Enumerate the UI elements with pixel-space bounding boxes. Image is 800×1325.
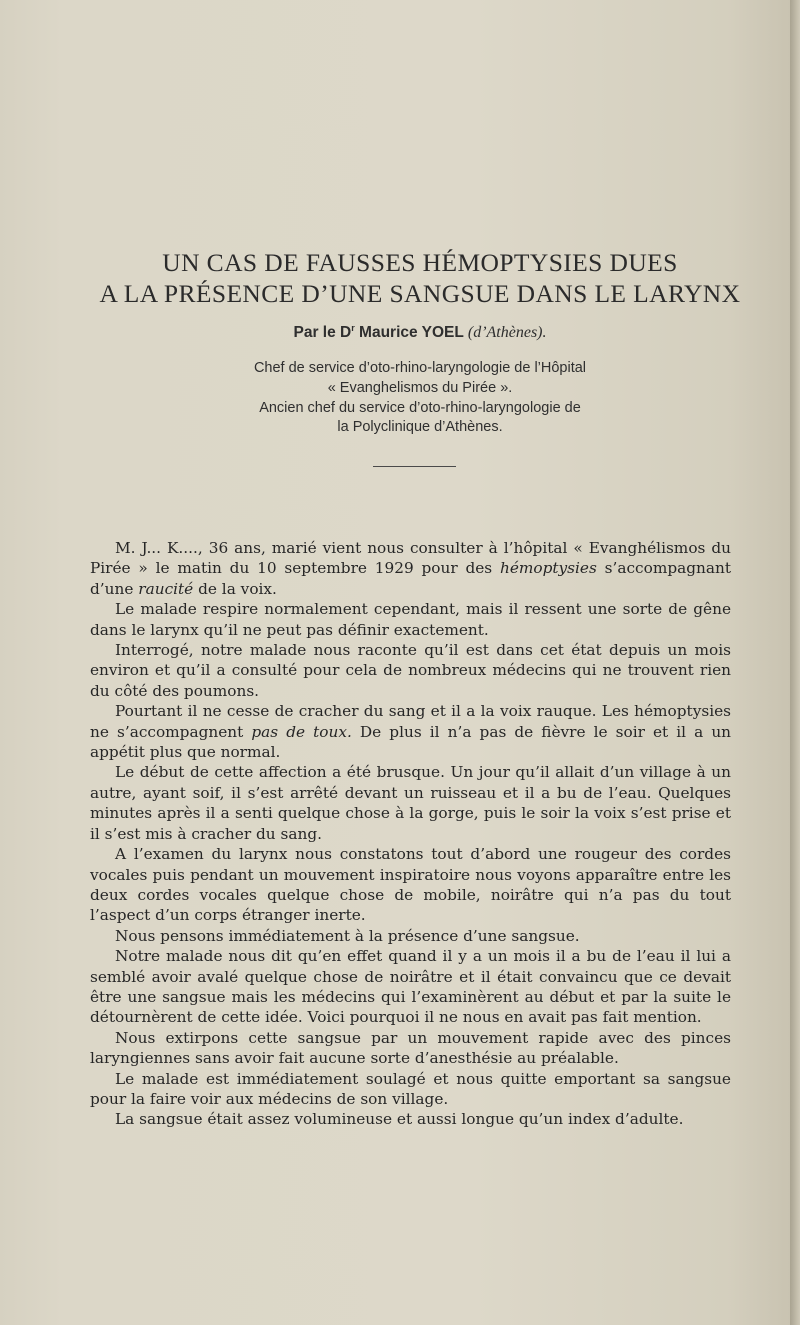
- paragraph-case-intro: [90, 538, 731, 599]
- article-title-line-2: A LA PRÉSENCE D’UNE SANGSUE DANS LE LARYNX: [99, 279, 741, 308]
- paragraph-text: s’accompagnant d’une: [90, 559, 731, 598]
- paragraph-onset: Le début de cette affection a été brusque. Un jour qu’il allait d’un village à un autre, ayant soif, il s’est arrêté devant un ruisseau et il a bu de l’eau. Quelques minutes après il a senti quelque chose à la gorge, puis le soir la voix s’est prise et il s’est mis à cracher du sang.: [90, 763, 731, 843]
- paragraph-text: de la voix.: [193, 579, 277, 598]
- paragraph-leech-size: La sangsue était assez volumineuse et aussi longue qu’un index d’adulte.: [115, 1110, 684, 1129]
- paragraph-extraction: Nous extirpons cette sangsue par un mouvement rapide avec des pinces laryngiennes sans avoir fait aucune sorte d’anesthésie au préalable.: [90, 1028, 731, 1068]
- affiliation-line-2: « Evanghelismos du Pirée ».: [327, 380, 513, 396]
- emphasis-text: hémoptysies: [499, 559, 597, 578]
- affiliation-line-3: Ancien chef du service d’oto-rhino-laryngologie de: [259, 400, 581, 416]
- emphasis-text: raucité: [138, 579, 194, 598]
- paragraph-relief: Le malade est immédiatement soulagé et nous quitte emportant sa sangsue pour la faire voir aux médecins de son village.: [90, 1069, 731, 1108]
- article-title-line-1: UN CAS DE FAUSSES HÉMOPTYSIES DUES: [162, 248, 678, 277]
- page-edge: [790, 0, 800, 1325]
- paragraph-symptoms: [90, 701, 731, 762]
- author-name: Maurice YOEL: [354, 324, 468, 342]
- affiliation-line-1: Chef de service d’oto-rhino-laryngologie de l’Hôpital: [253, 360, 587, 376]
- byline-superscript: r: [351, 323, 355, 333]
- paragraph-text: De plus il n’a pas de fièvre le soir et il a un appétit plus que normal.: [90, 722, 732, 762]
- author-byline: [170, 323, 670, 342]
- author-city: (d’Athènes).: [467, 324, 547, 342]
- paragraph-examination: A l’examen du larynx nous constatons tout d’abord une rougeur des cordes vocales puis pendant un mouvement inspiratoire nous voyons apparaître entre les deux cordes vocales quelque chose de mobile, noirâtre qui n’a pas du tout l’aspect d’un corps étranger inerte.: [90, 845, 731, 925]
- affiliation-line-4: la Polyclinique d’Athènes.: [337, 419, 503, 435]
- paragraph-text: M. J... K...., 36 ans, marié vient nous consulter à l’hôpital « Evanghélismos du Pirée » le matin du 10 septembre 1929 pour des: [90, 539, 731, 578]
- article-body: [90, 538, 731, 1130]
- section-divider: [373, 466, 456, 467]
- paragraph-patient-account: Notre malade nous dit qu’en effet quand il y a un mois il a bu de l’eau il lui a semblé avoir avalé quelque chose de noirâtre et il était convaincu que ce devait être une sangsue mais les médecins qui l’examinèrent au début et par la suite le détournèrent de cette idée. Voici pourquoi il ne nous en avait pas fait mention.: [90, 947, 731, 1027]
- paragraph-text: Pourtant il ne cesse de cracher du sang et il a la voix rauque. Les hémoptysies ne s’accompagnent: [90, 702, 731, 741]
- paragraph-breathing: Le malade respire normalement cependant, mais il ressent une sorte de gêne dans le larynx qu’il ne peut pas définir exactement.: [90, 600, 731, 639]
- paragraph-history: Interrogé, notre malade nous raconte qu’il est dans cet état depuis un mois environ et qu’il a consulté pour cela de nombreux médecins qui ne trouvent rien du côté des poumons.: [90, 641, 731, 700]
- paragraph-hypothesis: Nous pensons immédiatement à la présence d’une sangsue.: [115, 926, 580, 945]
- byline-prefix: Par le D: [293, 324, 352, 342]
- emphasis-text: pas de toux.: [251, 722, 352, 741]
